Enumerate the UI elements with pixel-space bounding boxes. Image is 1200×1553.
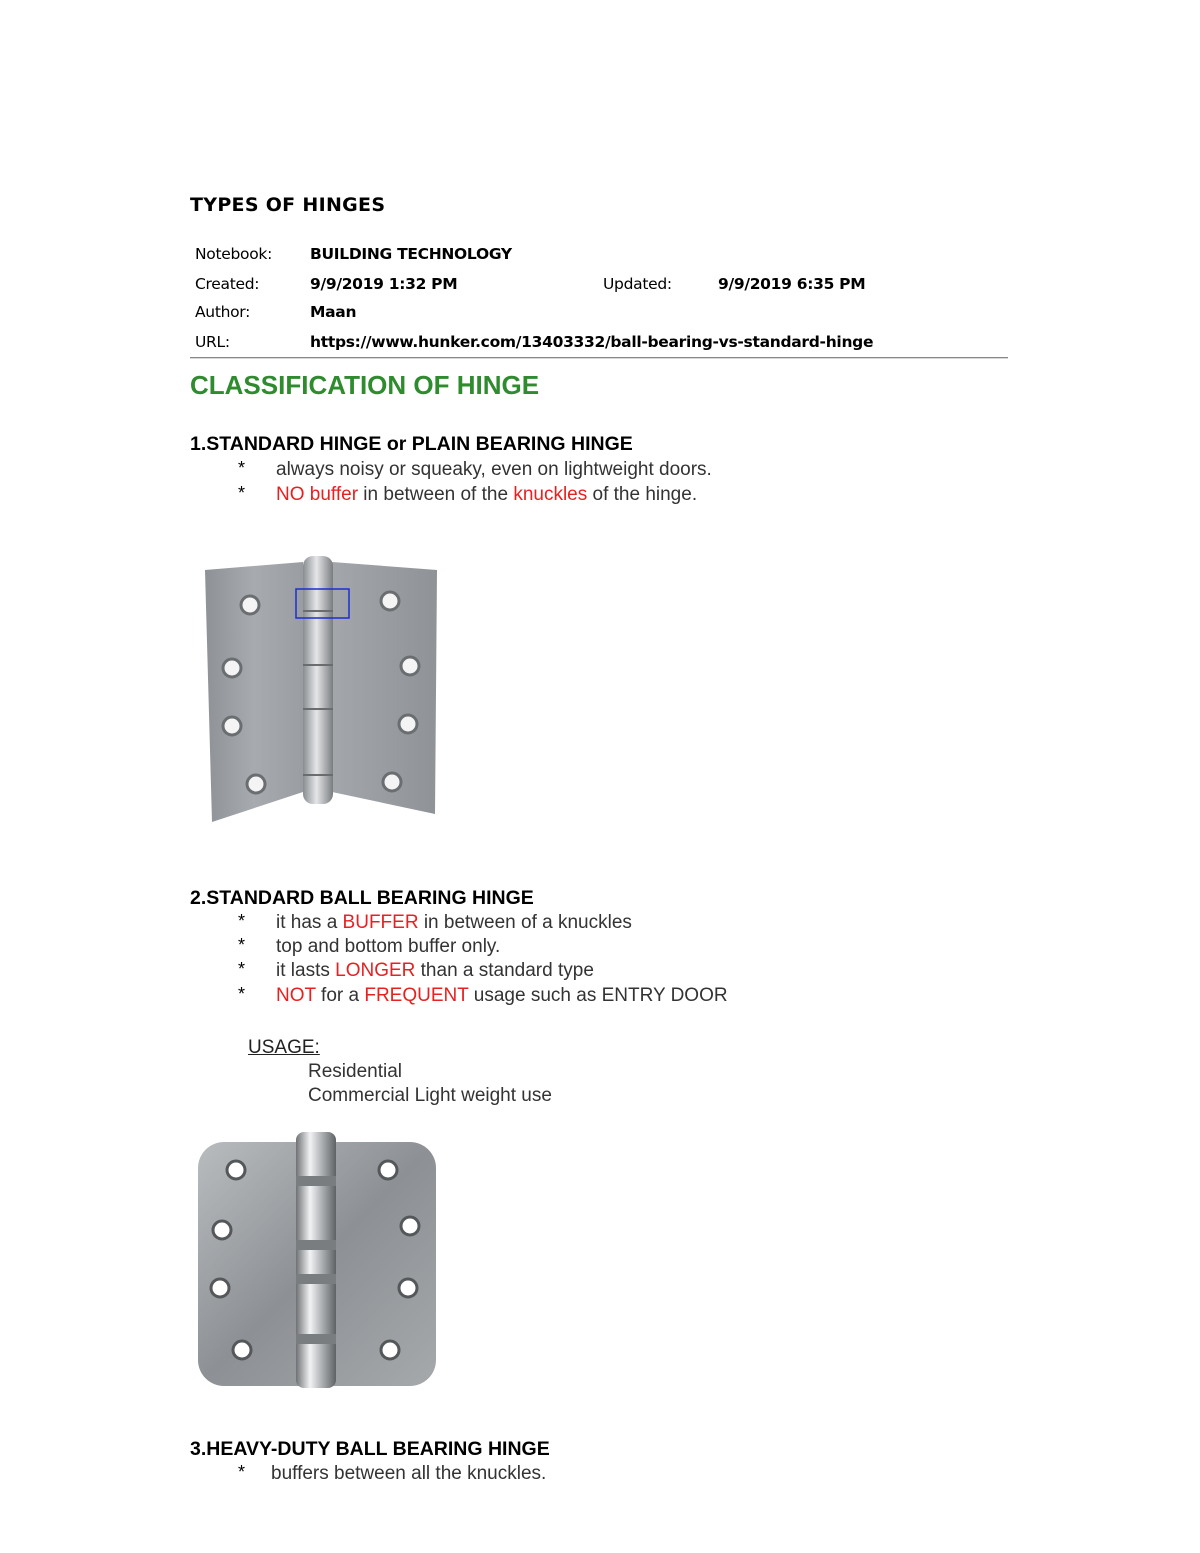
emphasis-text: NOT — [276, 985, 316, 1006]
section-2-title: 2.STANDARD BALL BEARING HINGE — [190, 887, 534, 909]
emphasis-text: BUFFER — [342, 912, 419, 933]
emphasis-text: NO buffer — [276, 484, 359, 505]
url-label: URL: — [195, 333, 230, 351]
emphasis-text: knuckles — [513, 484, 588, 505]
usage-label: USAGE: — [248, 1037, 320, 1058]
bullet-marker: * — [238, 1462, 246, 1482]
bullet-text-part: for a — [315, 985, 365, 1006]
created-label: Created: — [195, 275, 260, 293]
section-1-bullet-1: always noisy or squeaky, even on lightweight doors. — [276, 459, 712, 480]
notebook-value: BUILDING TECHNOLOGY — [310, 245, 512, 263]
bullet-text-part: in between of the — [358, 484, 514, 505]
classification-heading: CLASSIFICATION OF HINGE — [190, 370, 540, 400]
notebook-label: Notebook: — [195, 245, 272, 263]
updated-label: Updated: — [603, 275, 672, 293]
author-label: Author: — [195, 303, 251, 321]
bullet-text-part: it lasts — [276, 960, 336, 981]
bullet-marker: * — [238, 935, 246, 955]
section-1-title: 1.STANDARD HINGE or PLAIN BEARING HINGE — [190, 433, 633, 455]
section-3-bullet-1: buffers between all the knuckles. — [271, 1463, 547, 1484]
section-2-bullet-2: top and bottom buffer only. — [276, 936, 501, 957]
bullet-text-part: than a standard type — [415, 960, 594, 981]
standard-hinge-image — [190, 548, 450, 828]
usage-item: Residential — [308, 1061, 402, 1082]
section-2-bullet-4 — [276, 985, 728, 1007]
emphasis-text: FREQUENT — [364, 985, 469, 1006]
bullet-marker: * — [238, 984, 246, 1004]
section-2-bullet-1 — [276, 912, 632, 934]
emphasis-text: LONGER — [335, 960, 416, 981]
section-3-title: 3.HEAVY-DUTY BALL BEARING HINGE — [190, 1438, 550, 1460]
updated-value: 9/9/2019 6:35 PM — [718, 275, 866, 293]
bullet-marker: * — [238, 911, 246, 931]
url-link[interactable]: https://www.hunker.com/13403332/ball-bearing-vs-standard-hinge — [310, 333, 874, 351]
usage-item: Commercial Light weight use — [308, 1085, 552, 1106]
author-value: Maan — [310, 303, 357, 321]
bullet-text-part: usage such as ENTRY DOOR — [468, 985, 728, 1006]
header-divider — [190, 357, 1008, 359]
section-1-bullet-2 — [276, 484, 697, 506]
bullet-marker: * — [238, 483, 246, 503]
bullet-text-part: in between of a knuckles — [418, 912, 632, 933]
bullet-marker: * — [238, 959, 246, 979]
bullet-text-part: of the hinge. — [587, 484, 698, 505]
bullet-marker: * — [238, 458, 246, 478]
ball-bearing-hinge-image — [192, 1128, 442, 1393]
note-title: TYPES OF HINGES — [190, 194, 386, 216]
bullet-text-part: it has a — [276, 912, 343, 933]
created-value: 9/9/2019 1:32 PM — [310, 275, 458, 293]
section-2-bullet-3 — [276, 960, 594, 982]
